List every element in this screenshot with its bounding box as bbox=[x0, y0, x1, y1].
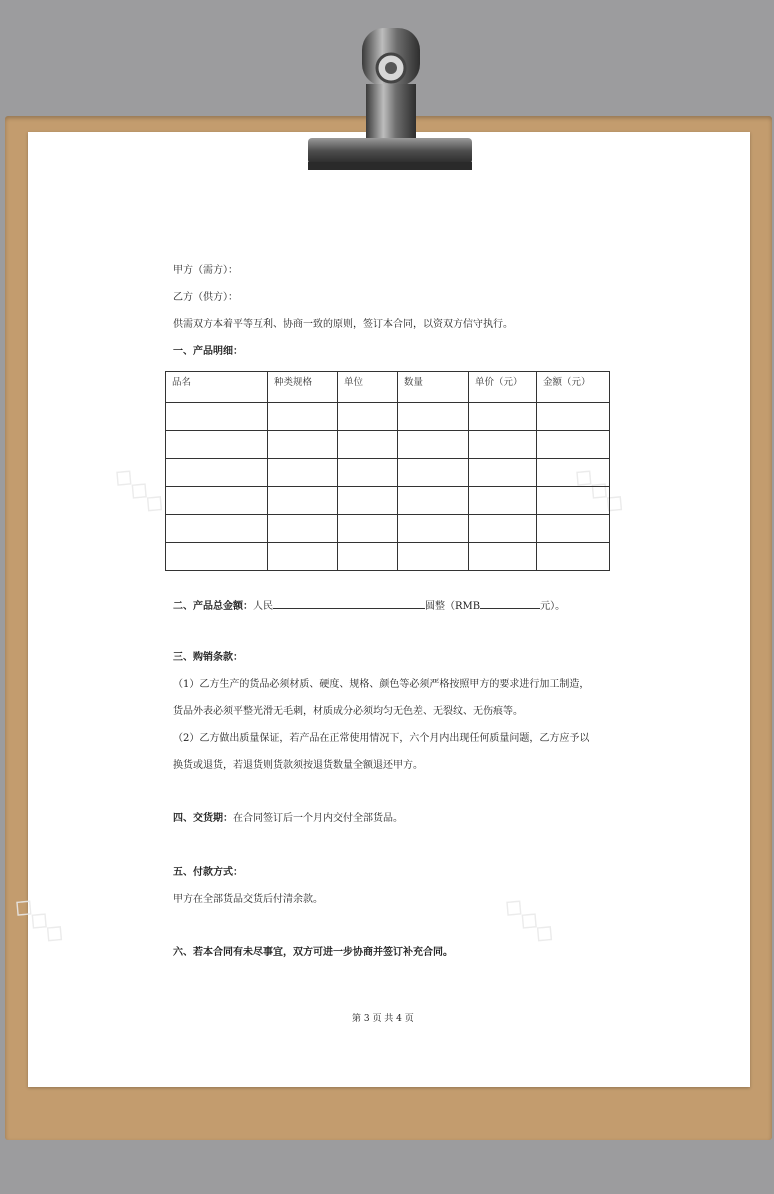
table-cell[interactable] bbox=[398, 543, 469, 571]
yuan-label: 元）。 bbox=[540, 601, 566, 612]
table-cell[interactable] bbox=[537, 487, 610, 515]
section1-heading: 一、产品明细： bbox=[173, 346, 243, 357]
section6-heading: 六、若本合同有未尽事宜，双方可进一步协商并签订补充合同。 bbox=[173, 947, 453, 958]
table-cell[interactable] bbox=[166, 543, 268, 571]
table-cell[interactable] bbox=[469, 515, 537, 543]
table-cell[interactable] bbox=[268, 403, 338, 431]
col-header-unit-price: 单价（元） bbox=[469, 372, 537, 403]
clause-line: （2）乙方做出质量保证，若产品在正常使用情况下，六个月内出现任何质量问题，乙方应予以 bbox=[173, 733, 590, 744]
section2-heading: 二、产品总金额： bbox=[173, 601, 253, 612]
col-header-amount: 金额（元） bbox=[537, 372, 610, 403]
table-header-row bbox=[166, 372, 610, 403]
amount-words-blank[interactable] bbox=[273, 597, 425, 609]
delivery-text: 在合同签订后一个月内交付全部货品。 bbox=[233, 813, 403, 824]
watermark: ◇◇◇ bbox=[567, 459, 633, 521]
table-cell[interactable] bbox=[398, 515, 469, 543]
table-row bbox=[166, 515, 610, 543]
table-cell[interactable] bbox=[469, 403, 537, 431]
table-cell[interactable] bbox=[338, 515, 398, 543]
table-cell[interactable] bbox=[469, 431, 537, 459]
table-cell[interactable] bbox=[338, 543, 398, 571]
table-row bbox=[166, 459, 610, 487]
table-cell[interactable] bbox=[338, 487, 398, 515]
table-row bbox=[166, 487, 610, 515]
binder-clip-icon bbox=[300, 26, 480, 176]
table-cell[interactable] bbox=[537, 515, 610, 543]
col-header-quantity: 数量 bbox=[398, 372, 469, 403]
payment-text: 甲方在全部货品交货后付清余款。 bbox=[173, 894, 323, 905]
table-row bbox=[166, 543, 610, 571]
watermark: ◇◇◇ bbox=[497, 889, 563, 951]
table-cell[interactable] bbox=[166, 431, 268, 459]
table-cell[interactable] bbox=[398, 403, 469, 431]
watermark: ◇◇◇ bbox=[7, 889, 73, 951]
table-cell[interactable] bbox=[166, 515, 268, 543]
watermark: ◇◇◇ bbox=[107, 459, 173, 521]
table-row bbox=[166, 431, 610, 459]
table-cell[interactable] bbox=[398, 431, 469, 459]
section3-heading: 三、购销条款： bbox=[173, 652, 243, 663]
table-cell[interactable] bbox=[338, 459, 398, 487]
col-header-unit: 单位 bbox=[338, 372, 398, 403]
section5-heading: 五、付款方式： bbox=[173, 867, 243, 878]
clause-line: 货品外表必须平整光滑无毛刺，材质成分必须均匀无色差、无裂纹、无伤痕等。 bbox=[173, 706, 523, 717]
table-cell[interactable] bbox=[268, 515, 338, 543]
table-cell[interactable] bbox=[537, 431, 610, 459]
preamble-text: 供需双方本着平等互利、协商一致的原则，签订本合同，以资双方信守执行。 bbox=[173, 319, 513, 330]
table-cell[interactable] bbox=[469, 487, 537, 515]
product-table bbox=[165, 371, 610, 571]
table-cell[interactable] bbox=[469, 543, 537, 571]
section2-line bbox=[173, 597, 565, 614]
page-number: 第 3 页 共 4 页 bbox=[352, 1014, 414, 1024]
table-cell[interactable] bbox=[338, 431, 398, 459]
clause-line: 换货或退货，若退货则货款须按退货数量全额退还甲方。 bbox=[173, 760, 423, 771]
table-cell[interactable] bbox=[166, 487, 268, 515]
table-cell[interactable] bbox=[268, 431, 338, 459]
clause-line: （1）乙方生产的货品必须材质、硬度、规格、颜色等必须严格按照甲方的要求进行加工制造， bbox=[173, 679, 590, 690]
rmb-words-label: 人民 bbox=[253, 601, 273, 612]
table-cell[interactable] bbox=[166, 459, 268, 487]
table-row bbox=[166, 403, 610, 431]
table-cell[interactable] bbox=[166, 403, 268, 431]
table-cell[interactable] bbox=[537, 403, 610, 431]
rmb-label: 圆整（RMB bbox=[425, 601, 481, 612]
amount-number-blank[interactable] bbox=[480, 597, 540, 609]
col-header-spec: 种类规格 bbox=[268, 372, 338, 403]
table-cell[interactable] bbox=[338, 403, 398, 431]
table-cell[interactable] bbox=[398, 459, 469, 487]
table-cell[interactable] bbox=[537, 543, 610, 571]
table-cell[interactable] bbox=[268, 459, 338, 487]
table-cell[interactable] bbox=[268, 487, 338, 515]
table-cell[interactable] bbox=[268, 543, 338, 571]
table-cell[interactable] bbox=[469, 459, 537, 487]
col-header-name: 品名 bbox=[166, 372, 268, 403]
section4-heading: 四、交货期： bbox=[173, 813, 233, 824]
table-cell[interactable] bbox=[537, 459, 610, 487]
section4-line bbox=[173, 812, 403, 826]
party-b-label: 乙方（供方）： bbox=[173, 292, 238, 303]
party-a-label: 甲方（需方）： bbox=[173, 265, 238, 276]
table-cell[interactable] bbox=[398, 487, 469, 515]
